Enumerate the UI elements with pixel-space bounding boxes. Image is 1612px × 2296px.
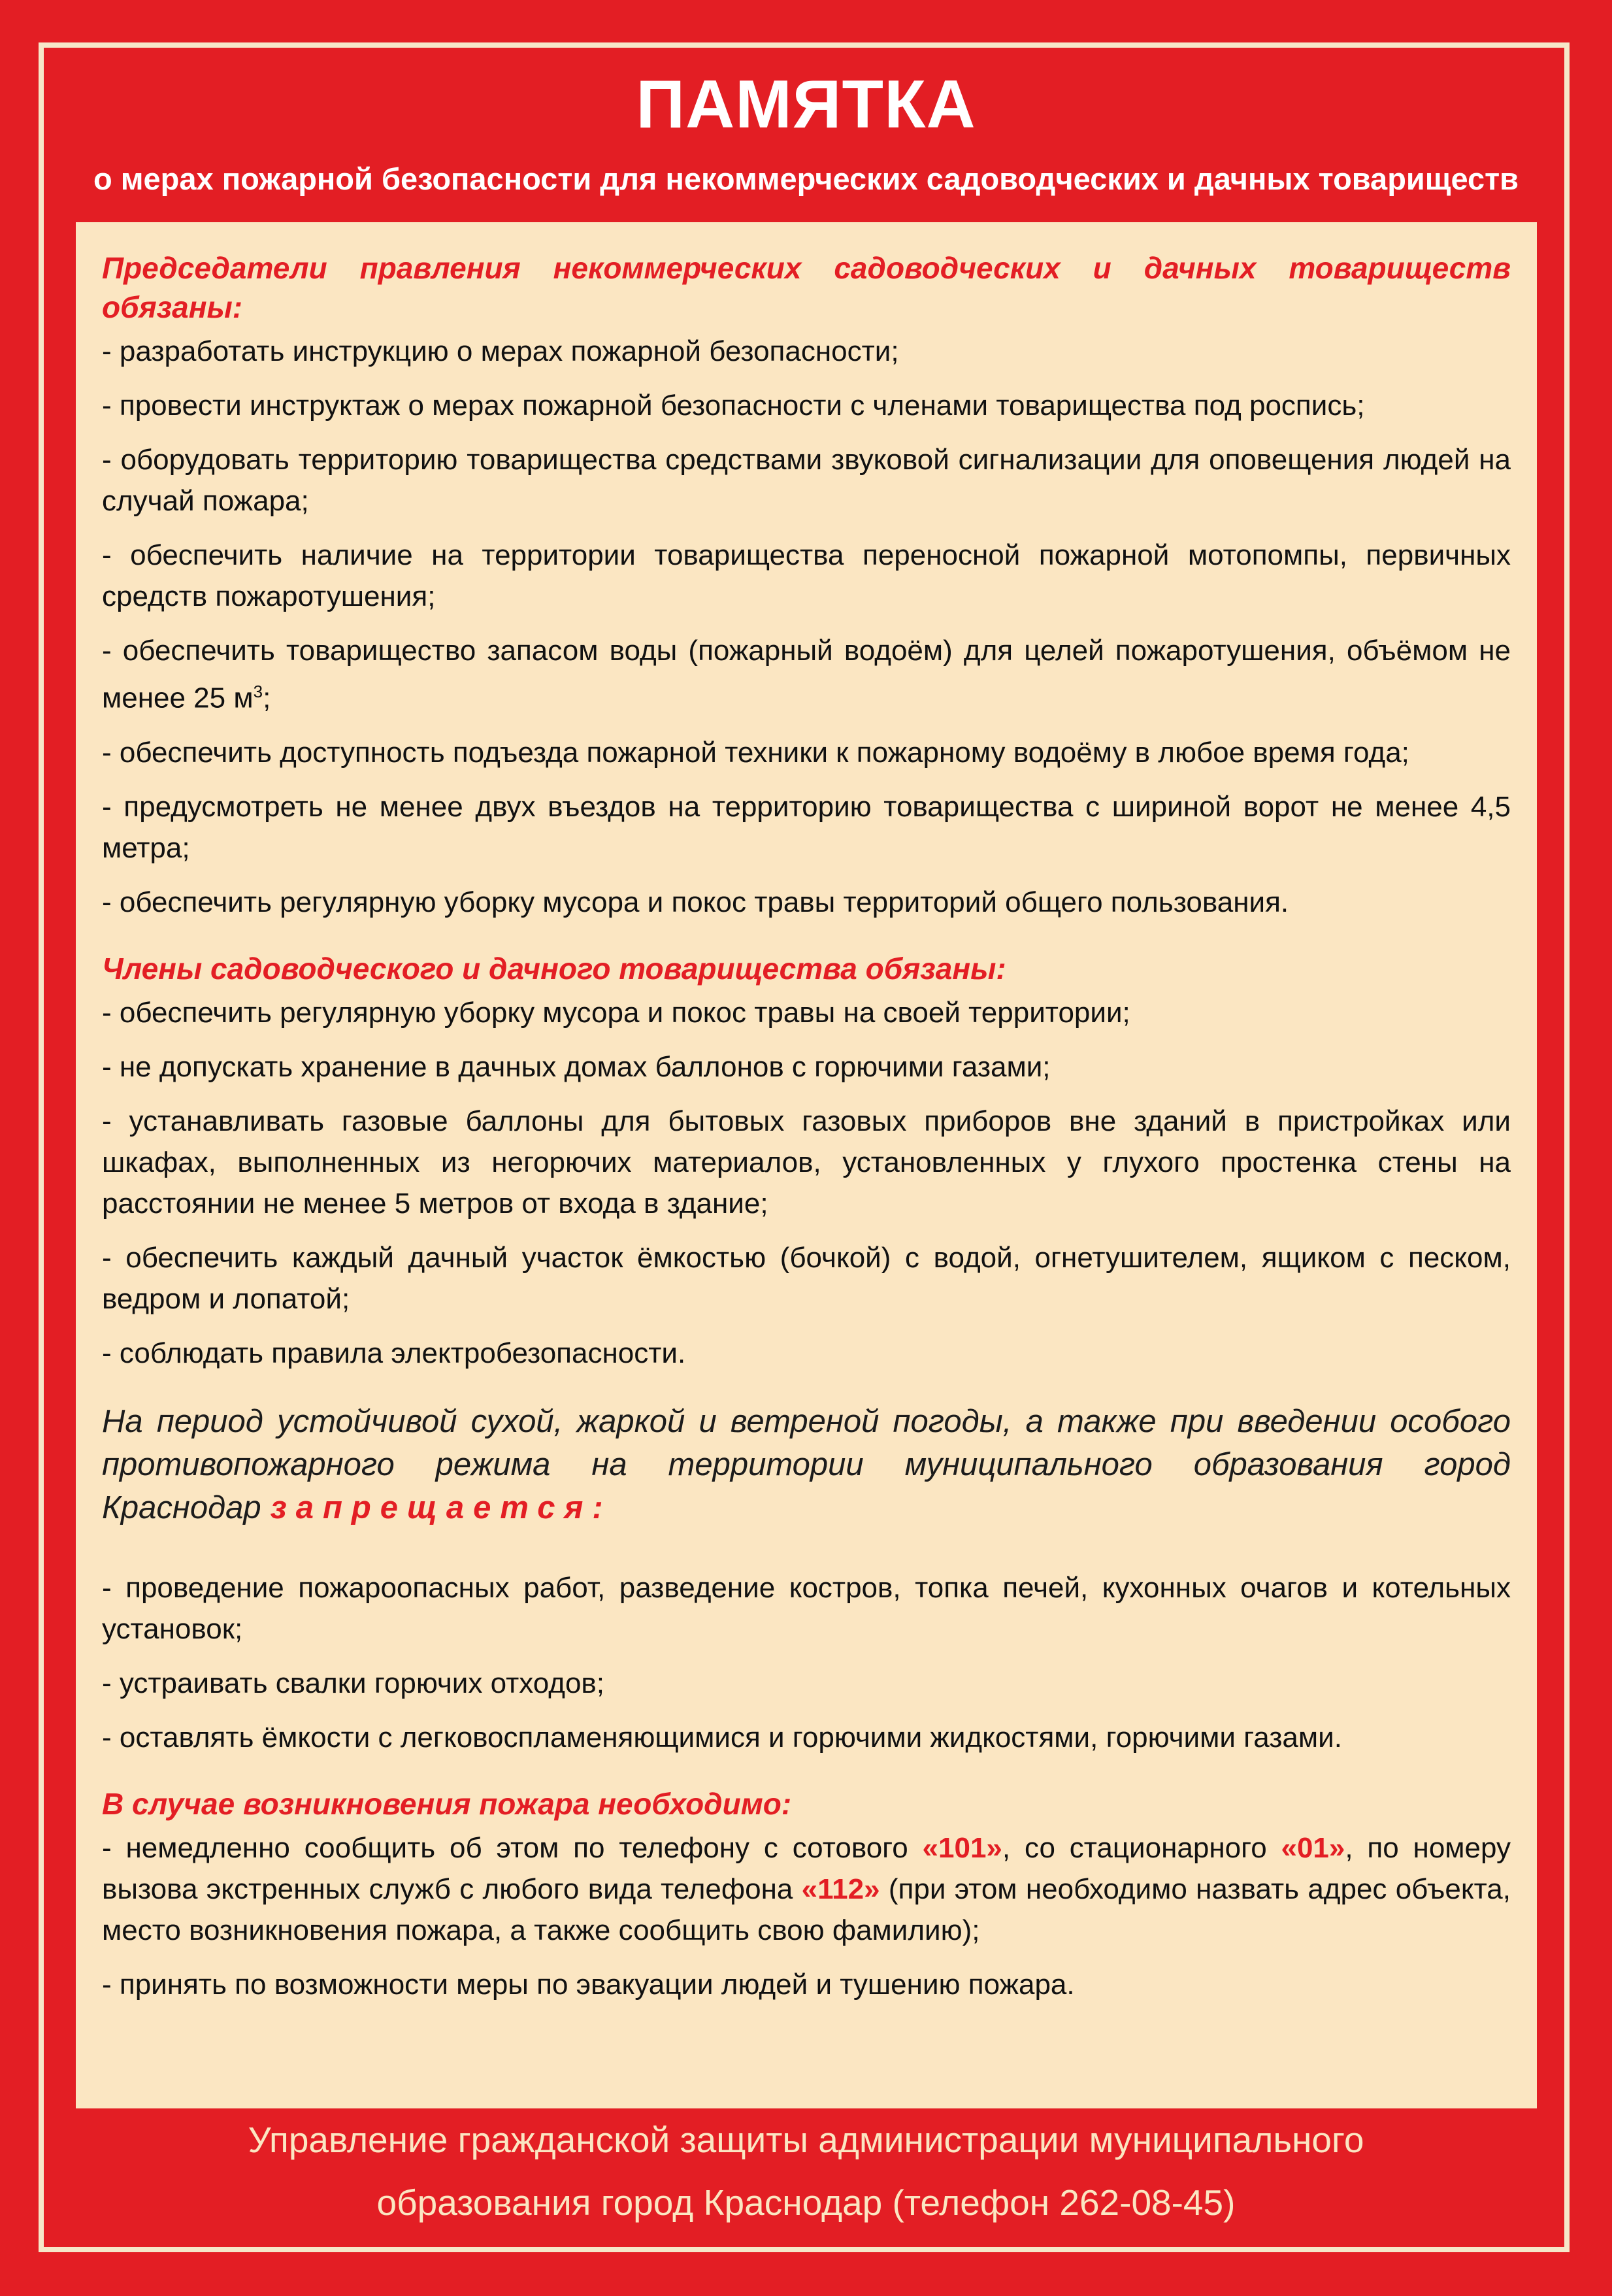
fire-regime-text: На период устойчивой сухой, жаркой и ветреной погоды, а также при введении особого противопожарного режима на территории муниципального образования город Краснодар [102,1403,1511,1525]
phone-number-101: «101» [922,1831,1002,1864]
list-item: - предусмотреть не менее двух въездов на территорию товарищества с шириной ворот не менее 4,5 метра; [102,790,1511,864]
poster-title: ПАМЯТКА [636,67,976,142]
list-item-text: - обеспечить товарищество запасом воды (пожарный водоём) для целей пожаротушения, объёмом не менее 25 м [102,635,1511,714]
list-item: - соблюдать правила электробезопасности. [102,1337,686,1369]
forbidden-label: запрещается: [270,1489,612,1525]
section-heading-members: Члены садоводческого и дачного товарищества обязаны: [102,951,1006,986]
content-panel [76,222,1537,2108]
footer-credit [0,2108,1612,2234]
list-item: - провести инструктаж о мерах пожарной безопасности с членами товарищества под роспись; [102,390,1365,422]
phone-number-01: «01» [1281,1831,1345,1864]
list-item: - обеспечить наличие на территории товарищества переносной пожарной мотопомпы, первичных средств пожаротушения; [102,539,1511,612]
list-item [102,630,1511,719]
footer-line-1: Управление гражданской защиты администрации муниципального [248,2120,1364,2160]
list-item: - проведение пожароопасных работ, разведение костров, топка печей, кухонных очагов и котельных установок; [102,1571,1511,1645]
list-item: - обеспечить доступность подъезда пожарной техники к пожарному водоёму в любое время года; [102,736,1409,769]
list-item: - принять по возможности меры по эвакуации людей и тушению пожара. [102,1968,1075,2001]
list-item: - обеспечить регулярную уборку мусора и покос травы территорий общего пользования. [102,886,1289,918]
text-part: (при этом необходимо назвать адрес объекта, место возникновения пожара, а также сообщить свою фамилию); [102,1872,1511,1946]
list-item: - обеспечить каждый дачный участок ёмкостью (бочкой) с водой, огнетушителем, ящиком с песком, ведром и лопатой; [102,1241,1511,1315]
list-item: - устраивать свалки горючих отходов; [102,1667,605,1699]
list-item: - разработать инструкцию о мерах пожарной безопасности; [102,335,899,367]
poster-subtitle: о мерах пожарной безопасности для некоммерческих садоводческих и дачных товариществ [93,161,1519,196]
superscript-cube: 3 [253,682,263,701]
list-item: - оставлять ёмкости с легковоспламеняющимися и горючими жидкостями, горючими газами. [102,1721,1342,1754]
list-item: - обеспечить регулярную уборку мусора и покос травы на своей территории; [102,996,1130,1029]
text-part: , по номеру вызова экстренных служб с любого вида телефона [102,1831,1511,1905]
list-item-end: ; [263,682,271,714]
list-item-emergency-call [102,1827,1511,1951]
section-heading-fire-regime [102,1400,1511,1529]
list-item: - устанавливать газовые баллоны для бытовых газовых приборов вне зданий в пристройках или шкафах, выполненных из негорючих материалов, установленных у глухого простенка стены на расстоянии не менее 5 метров от входа в здание; [102,1105,1511,1220]
list-item: - не допускать хранение в дачных домах баллонов с горючими газами; [102,1050,1051,1083]
section-heading-chairmen: Председатели правления некоммерческих садоводческих и дачных товариществ обязаны: [102,251,1511,324]
section-heading-in-case-of-fire: В случае возникновения пожара необходимо: [102,1786,792,1821]
text-part: , со стационарного [1002,1831,1281,1864]
footer-line-2: образования город Краснодар (телефон 262-08-45) [376,2182,1236,2223]
phone-number-112: «112» [801,1872,880,1905]
list-item: - оборудовать территорию товарищества средствами звуковой сигнализации для оповещения людей на случай пожара; [102,444,1511,517]
text-part: - немедленно сообщить об этом по телефону с сотового [102,1831,923,1864]
